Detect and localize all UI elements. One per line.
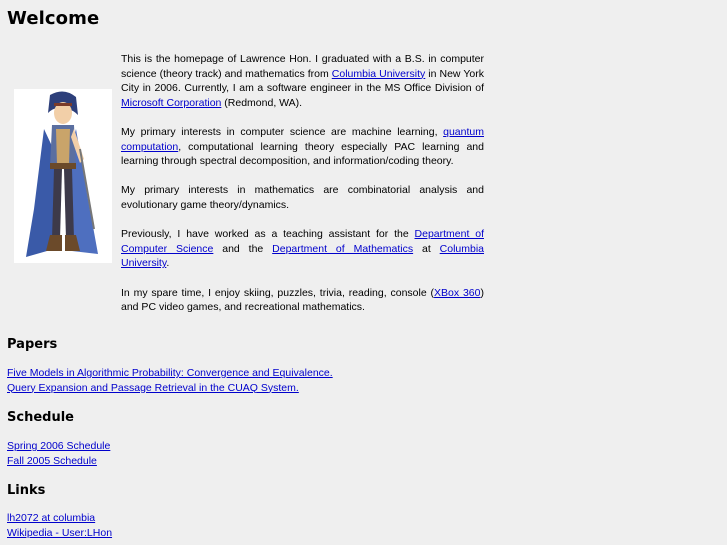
- intro-text-segment: Previously, I have worked as a teaching assistant for the: [121, 228, 415, 241]
- external-link[interactable]: lh2072 at columbia: [7, 512, 96, 524]
- intro-text-segment: in New York City in 2006. Currently, I am a software engineer in the MS Office Division of: [121, 67, 484, 95]
- schedule-list: [7, 439, 110, 468]
- intro-text-segment: My primary interests in mathematics are combinatorial analysis and evolutionary game theory/dynamics.: [121, 184, 484, 211]
- schedule-link[interactable]: Spring 2006 Schedule: [7, 440, 111, 452]
- intro-text-segment: at: [413, 242, 440, 255]
- intro-text-segment: This is the homepage of Lawrence Hon. I graduated with a B.S. in computer science (theory track) and mathematics from: [121, 53, 484, 80]
- intro-text-segment: (Redmond, WA).: [221, 96, 303, 109]
- link-quantum-computation[interactable]: quantum computation: [121, 125, 484, 153]
- section-title-links: Links: [7, 483, 46, 498]
- intro-text-segment: and the: [213, 242, 273, 255]
- links-list: [7, 511, 112, 540]
- papers-list: [7, 366, 333, 395]
- character-portrait-icon: [14, 89, 112, 263]
- intro-text: [121, 52, 484, 329]
- link-columbia-university[interactable]: Columbia University: [121, 242, 485, 270]
- intro-text-segment: My primary interests in computer science are machine learning,: [121, 125, 444, 138]
- intro-text-segment: In my spare time, I enjoy skiing, puzzles, trivia, reading, console (: [121, 286, 435, 299]
- paper-link[interactable]: Five Models in Algorithmic Probability: Convergence and Equivalence.: [7, 367, 333, 379]
- intro-paragraph-hobbies: [121, 286, 484, 315]
- page-title: Welcome: [7, 8, 100, 29]
- link-columbia-university[interactable]: Columbia University: [331, 67, 426, 80]
- schedule-link[interactable]: Fall 2005 Schedule: [7, 454, 97, 467]
- intro-text-segment: , computational learning theory especially PAC learning and learning through spectral decomposition, and information/coding theory.: [121, 140, 484, 168]
- intro-paragraph-cs-interests: [121, 125, 484, 169]
- section-title-papers: Papers: [7, 337, 58, 352]
- section-title-schedule: Schedule: [7, 410, 74, 425]
- link-cs-department[interactable]: Department of Computer Science: [121, 228, 484, 255]
- link-xbox-360[interactable]: XBox 360: [434, 286, 481, 299]
- intro-text-segment: .: [166, 257, 170, 270]
- link-math-department[interactable]: Department of Mathematics: [272, 242, 414, 255]
- link-microsoft-corporation[interactable]: Microsoft Corporation: [121, 96, 222, 109]
- paper-link[interactable]: Query Expansion and Passage Retrieval in the CUAQ System.: [7, 381, 299, 394]
- external-link[interactable]: Wikipedia - User:LHon: [7, 526, 113, 539]
- intro-text-segment: ) and PC video games, and recreational mathematics.: [121, 286, 484, 314]
- intro-paragraph-math-interests: [121, 183, 484, 212]
- intro-paragraph-education: [121, 52, 484, 110]
- portrait-image: [14, 89, 112, 263]
- intro-paragraph-teaching: [121, 227, 484, 271]
